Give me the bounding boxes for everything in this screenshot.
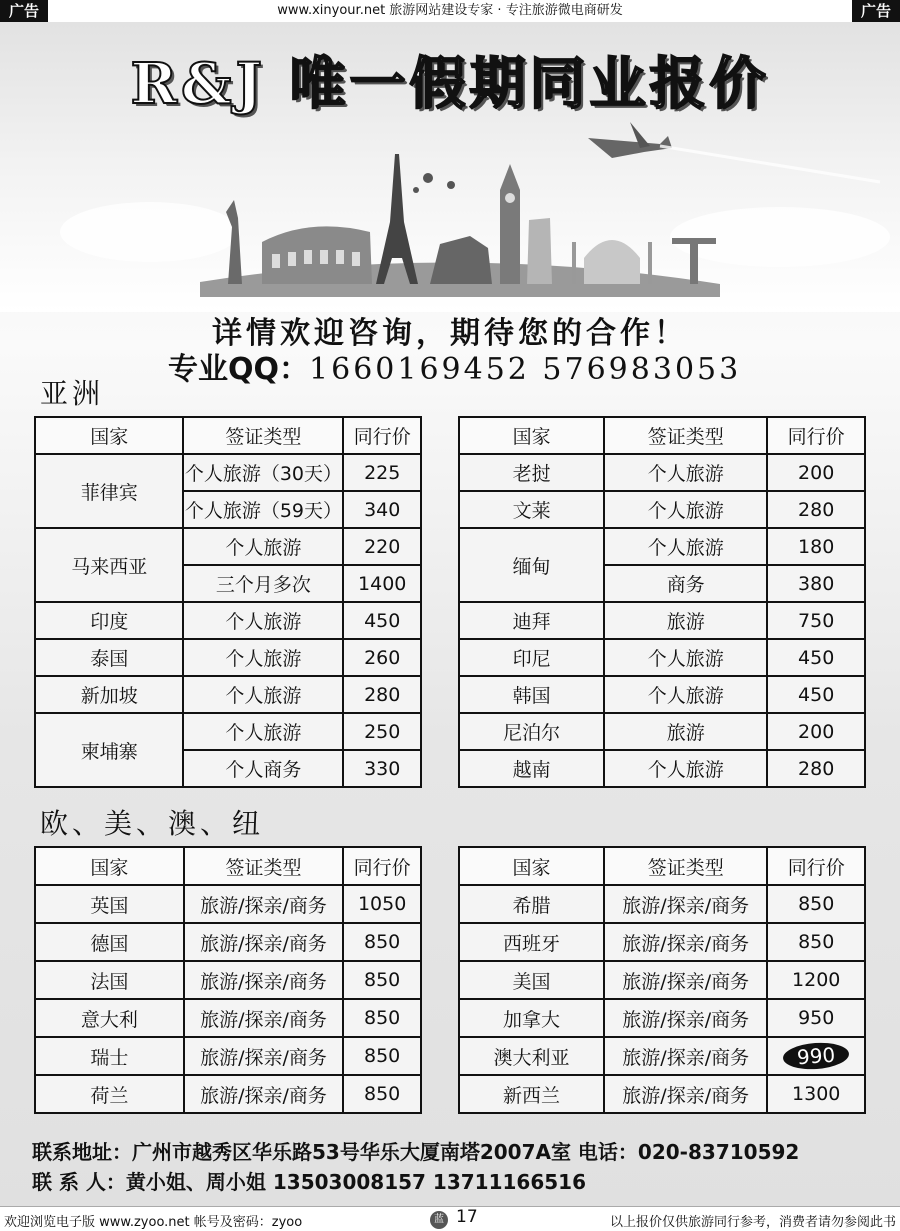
header-visa-type: 签证类型 bbox=[604, 847, 767, 885]
contact-person: 联 系 人：黄小姐、周小姐 13503008157 13711166516 bbox=[32, 1170, 587, 1194]
table-row bbox=[459, 528, 865, 565]
price-cell: 450 bbox=[343, 602, 421, 639]
table-row bbox=[459, 923, 865, 961]
table-row bbox=[35, 1075, 421, 1113]
visa-type-cell: 旅游/探亲/商务 bbox=[184, 961, 344, 999]
section-title-asia: 亚洲 bbox=[40, 377, 105, 410]
footer-page bbox=[430, 1207, 478, 1229]
header-country: 国家 bbox=[459, 417, 604, 454]
table-row bbox=[35, 528, 421, 565]
brand-title: R&J 唯一假期同业报价 bbox=[130, 51, 770, 117]
table-row bbox=[459, 639, 865, 676]
country-cell: 印度 bbox=[35, 602, 183, 639]
qq-contact bbox=[168, 344, 741, 388]
country-cell: 老挝 bbox=[459, 454, 604, 491]
section-title-euro: 欧、美、澳、纽 bbox=[40, 807, 265, 840]
country-cell: 澳大利亚 bbox=[459, 1037, 604, 1075]
visa-type-cell: 旅游/探亲/商务 bbox=[184, 1037, 344, 1075]
country-cell: 印尼 bbox=[459, 639, 604, 676]
header-visa-type: 签证类型 bbox=[604, 417, 767, 454]
visa-type-cell: 个人商务 bbox=[183, 750, 343, 787]
country-cell: 西班牙 bbox=[459, 923, 604, 961]
visa-type-cell: 旅游/探亲/商务 bbox=[604, 885, 767, 923]
country-cell: 文莱 bbox=[459, 491, 604, 528]
table-row bbox=[459, 1037, 865, 1075]
table-row bbox=[459, 961, 865, 999]
country-cell: 新西兰 bbox=[459, 1075, 604, 1113]
visa-type-cell: 个人旅游 bbox=[604, 750, 767, 787]
price-cell: 260 bbox=[343, 639, 421, 676]
table-row bbox=[35, 713, 421, 750]
table-row bbox=[459, 676, 865, 713]
price-cell: 450 bbox=[767, 676, 865, 713]
visa-type-cell: 个人旅游 bbox=[604, 639, 767, 676]
page-number: 17 bbox=[456, 1207, 478, 1227]
visa-type-cell: 个人旅游 bbox=[183, 602, 343, 639]
price-cell: 850 bbox=[343, 961, 421, 999]
visa-type-cell: 旅游/探亲/商务 bbox=[604, 923, 767, 961]
price-cell: 380 bbox=[767, 565, 865, 602]
price-cell: 1200 bbox=[767, 961, 865, 999]
asia-table-left bbox=[34, 416, 422, 788]
price-cell: 850 bbox=[343, 1037, 421, 1075]
visa-type-cell: 三个月多次 bbox=[183, 565, 343, 602]
ad-label-left: 广告 bbox=[0, 0, 48, 22]
visa-type-cell: 个人旅游（59天） bbox=[183, 491, 343, 528]
price-cell: 450 bbox=[767, 639, 865, 676]
table-row bbox=[459, 713, 865, 750]
hero-banner bbox=[0, 22, 900, 312]
price-cell: 1050 bbox=[343, 885, 421, 923]
table-row bbox=[459, 885, 865, 923]
country-cell: 菲律宾 bbox=[35, 454, 183, 528]
table-row bbox=[35, 961, 421, 999]
table-row bbox=[35, 676, 421, 713]
price-cell: 1400 bbox=[343, 565, 421, 602]
top-bar bbox=[0, 0, 900, 23]
header-country: 国家 bbox=[35, 417, 183, 454]
table-row bbox=[35, 454, 421, 491]
visa-type-cell: 旅游/探亲/商务 bbox=[604, 961, 767, 999]
table-row bbox=[459, 491, 865, 528]
country-cell: 新加坡 bbox=[35, 676, 183, 713]
country-cell: 希腊 bbox=[459, 885, 604, 923]
visa-type-cell: 个人旅游 bbox=[604, 454, 767, 491]
country-cell: 韩国 bbox=[459, 676, 604, 713]
header-visa-type: 签证类型 bbox=[183, 417, 343, 454]
price-cell: 200 bbox=[767, 713, 865, 750]
header-country: 国家 bbox=[459, 847, 604, 885]
price-cell: 225 bbox=[343, 454, 421, 491]
country-cell: 缅甸 bbox=[459, 528, 604, 602]
contact-address: 联系地址：广州市越秀区华乐路53号华乐大厦南塔2007A室 电话：020-83710592 bbox=[32, 1140, 800, 1164]
visa-type-cell: 旅游/探亲/商务 bbox=[604, 1037, 767, 1075]
price-cell: 280 bbox=[767, 491, 865, 528]
price-cell: 850 bbox=[767, 885, 865, 923]
header-price: 同行价 bbox=[767, 847, 865, 885]
visa-type-cell: 个人旅游 bbox=[183, 639, 343, 676]
country-cell: 柬埔寨 bbox=[35, 713, 183, 787]
table-row bbox=[35, 602, 421, 639]
country-cell: 泰国 bbox=[35, 639, 183, 676]
visa-type-cell: 个人旅游 bbox=[604, 491, 767, 528]
table-header-row bbox=[35, 847, 421, 885]
table-header-row bbox=[459, 847, 865, 885]
table-header-row bbox=[35, 417, 421, 454]
price-cell: 850 bbox=[343, 1075, 421, 1113]
visa-type-cell: 个人旅游 bbox=[183, 528, 343, 565]
country-cell: 美国 bbox=[459, 961, 604, 999]
header-visa-type: 签证类型 bbox=[184, 847, 344, 885]
footer-site-text[interactable]: 欢迎浏览电子版 www.zyoo.net 帐号及密码：zyoo bbox=[4, 1215, 303, 1230]
table-row bbox=[35, 885, 421, 923]
euro-table-right bbox=[458, 846, 866, 1114]
table-row bbox=[35, 923, 421, 961]
visa-type-cell: 旅游/探亲/商务 bbox=[184, 923, 344, 961]
country-cell: 瑞士 bbox=[35, 1037, 184, 1075]
country-cell: 法国 bbox=[35, 961, 184, 999]
price-cell: 850 bbox=[767, 923, 865, 961]
visa-type-cell: 个人旅游 bbox=[183, 713, 343, 750]
price-cell: 220 bbox=[343, 528, 421, 565]
price-cell: 850 bbox=[343, 999, 421, 1037]
table-row bbox=[459, 454, 865, 491]
table-header-row bbox=[459, 417, 865, 454]
country-cell: 荷兰 bbox=[35, 1075, 184, 1113]
qq-numbers[interactable]: 1660169452 576983053 bbox=[309, 352, 742, 387]
invite-slogan: 详情欢迎咨询，期待您的合作！ bbox=[212, 316, 688, 351]
qq-label: 专业QQ： bbox=[168, 352, 310, 387]
site-banner-text[interactable]: www.xinyour.net 旅游网站建设专家 · 专注旅游微电商研发 bbox=[277, 3, 623, 18]
price-cell: 950 bbox=[767, 999, 865, 1037]
visa-type-cell: 旅游 bbox=[604, 602, 767, 639]
country-cell: 意大利 bbox=[35, 999, 184, 1037]
price-cell: 280 bbox=[767, 750, 865, 787]
visa-type-cell: 旅游 bbox=[604, 713, 767, 750]
header-price: 同行价 bbox=[343, 847, 421, 885]
table-row bbox=[459, 999, 865, 1037]
asia-table-right bbox=[458, 416, 866, 788]
country-cell: 越南 bbox=[459, 750, 604, 787]
price-cell: 280 bbox=[343, 676, 421, 713]
price-cell: 180 bbox=[767, 528, 865, 565]
header-price: 同行价 bbox=[343, 417, 421, 454]
country-cell: 德国 bbox=[35, 923, 184, 961]
visa-type-cell: 个人旅游（30天） bbox=[183, 454, 343, 491]
table-row bbox=[459, 1075, 865, 1113]
visa-type-cell: 商务 bbox=[604, 565, 767, 602]
visa-type-cell: 旅游/探亲/商务 bbox=[184, 885, 344, 923]
header-price: 同行价 bbox=[767, 417, 865, 454]
country-cell: 尼泊尔 bbox=[459, 713, 604, 750]
visa-type-cell: 个人旅游 bbox=[183, 676, 343, 713]
table-row bbox=[35, 639, 421, 676]
price-cell: 850 bbox=[343, 923, 421, 961]
header-country: 国家 bbox=[35, 847, 184, 885]
visa-type-cell: 旅游/探亲/商务 bbox=[604, 999, 767, 1037]
table-row bbox=[459, 602, 865, 639]
visa-type-cell: 个人旅游 bbox=[604, 528, 767, 565]
footer-bar bbox=[0, 1206, 900, 1231]
visa-type-cell: 旅游/探亲/商务 bbox=[184, 999, 344, 1037]
footer-disclaimer: 以上报价仅供旅游同行参考，消费者请勿参阅此书 bbox=[609, 1215, 896, 1230]
price-cell: 330 bbox=[343, 750, 421, 787]
table-row bbox=[459, 750, 865, 787]
price-cell bbox=[767, 1037, 865, 1075]
euro-table-left bbox=[34, 846, 422, 1114]
country-cell: 加拿大 bbox=[459, 999, 604, 1037]
price-cell: 1300 bbox=[767, 1075, 865, 1113]
price-cell: 250 bbox=[343, 713, 421, 750]
price-highlight-badge: 990 bbox=[782, 1041, 850, 1072]
country-cell: 英国 bbox=[35, 885, 184, 923]
visa-type-cell: 旅游/探亲/商务 bbox=[184, 1075, 344, 1113]
table-row bbox=[35, 1037, 421, 1075]
ad-label-right: 广告 bbox=[852, 0, 900, 22]
visa-type-cell: 个人旅游 bbox=[604, 676, 767, 713]
publisher-logo-icon: 蓝 bbox=[430, 1211, 448, 1229]
table-row bbox=[35, 999, 421, 1037]
country-cell: 马来西亚 bbox=[35, 528, 183, 602]
price-cell: 200 bbox=[767, 454, 865, 491]
country-cell: 迪拜 bbox=[459, 602, 604, 639]
price-cell: 750 bbox=[767, 602, 865, 639]
price-cell: 340 bbox=[343, 491, 421, 528]
visa-type-cell: 旅游/探亲/商务 bbox=[604, 1075, 767, 1113]
